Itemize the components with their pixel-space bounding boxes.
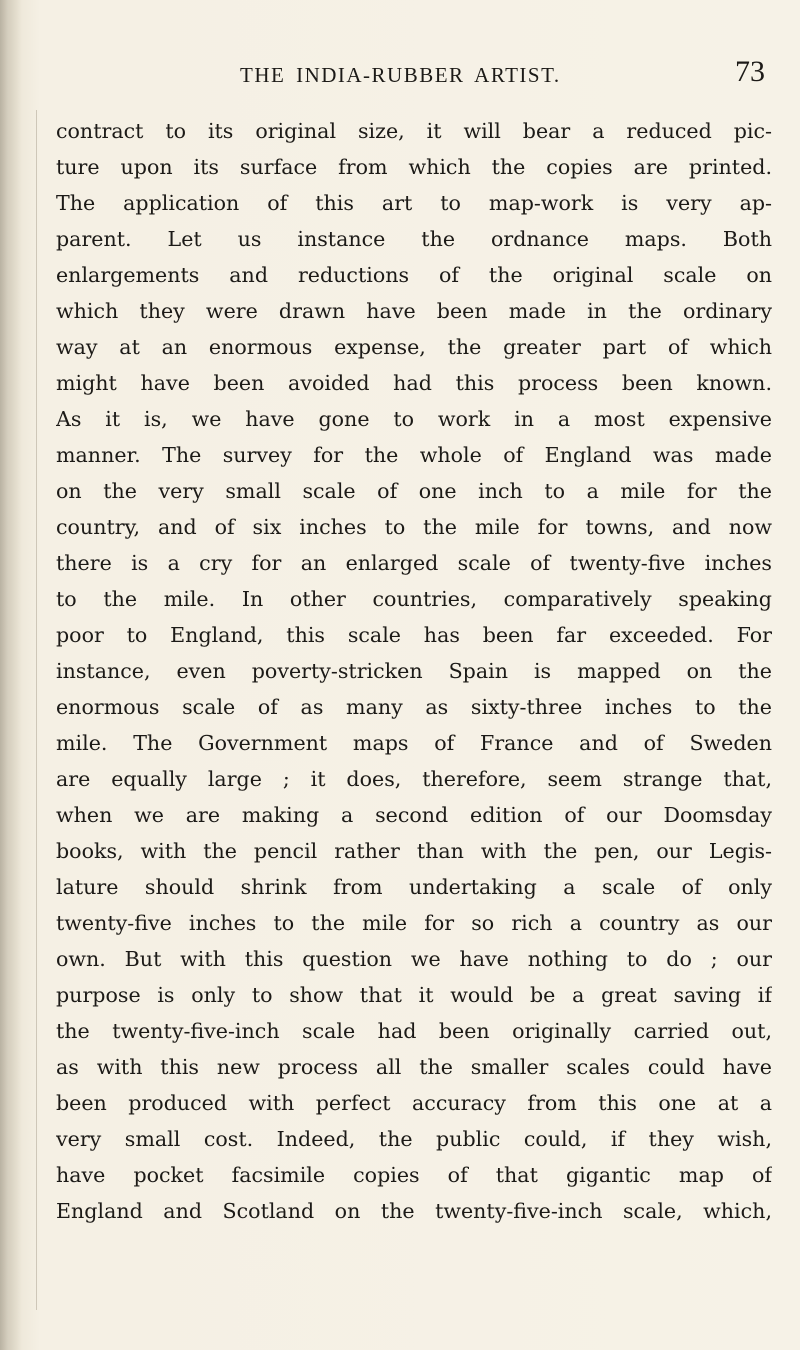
page-gutter xyxy=(0,0,22,1350)
text-line: own. But with this question we have nothing to do ; our xyxy=(56,947,772,971)
page-number: 73 xyxy=(735,55,765,88)
text-line: enormous scale of as many as sixty-three inches to the xyxy=(56,695,772,719)
text-line: might have been avoided had this process been known. xyxy=(56,371,772,395)
body-text xyxy=(56,113,772,1229)
text-line: England and Scotland on the twenty-five-inch scale, which, xyxy=(56,1199,772,1223)
text-line: on the very small scale of one inch to a mile for the xyxy=(56,479,772,503)
text-line: very small cost. Indeed, the public could, if they wish, xyxy=(56,1127,772,1151)
running-head: THE INDIA-RUBBER ARTIST. xyxy=(240,63,561,87)
gutter-shadow-line xyxy=(36,110,37,1310)
text-line: The application of this art to map-work is very ap- xyxy=(56,191,772,215)
text-line: contract to its original size, it will bear a reduced pic- xyxy=(56,119,772,143)
text-line: enlargements and reductions of the original scale on xyxy=(56,263,772,287)
text-line: as with this new process all the smaller scales could have xyxy=(56,1055,772,1079)
text-line: poor to England, this scale has been far exceeded. For xyxy=(56,623,772,647)
text-line: parent. Let us instance the ordnance maps. Both xyxy=(56,227,772,251)
page-header xyxy=(0,55,800,105)
text-line: mile. The Government maps of France and of Sweden xyxy=(56,731,772,755)
text-line: As it is, we have gone to work in a most expensive xyxy=(56,407,772,431)
text-line: ture upon its surface from which the copies are printed. xyxy=(56,155,772,179)
text-line: are equally large ; it does, therefore, seem strange that, xyxy=(56,767,772,791)
text-line: the twenty-five-inch scale had been originally carried out, xyxy=(56,1019,772,1043)
text-line: to the mile. In other countries, comparatively speaking xyxy=(56,587,772,611)
text-line: instance, even poverty-stricken Spain is mapped on the xyxy=(56,659,772,683)
text-line: way at an enormous expense, the greater part of which xyxy=(56,335,772,359)
text-line: twenty-five inches to the mile for so rich a country as our xyxy=(56,911,772,935)
text-line: country, and of six inches to the mile for towns, and now xyxy=(56,515,772,539)
text-line: which they were drawn have been made in the ordinary xyxy=(56,299,772,323)
text-line: manner. The survey for the whole of England was made xyxy=(56,443,772,467)
text-line: lature should shrink from undertaking a scale of only xyxy=(56,875,772,899)
text-line: been produced with perfect accuracy from this one at a xyxy=(56,1091,772,1115)
text-line: have pocket facsimile copies of that gigantic map of xyxy=(56,1163,772,1187)
text-line: when we are making a second edition of our Doomsday xyxy=(56,803,772,827)
text-line: there is a cry for an enlarged scale of twenty-five inches xyxy=(56,551,772,575)
text-line: books, with the pencil rather than with the pen, our Legis- xyxy=(56,839,772,863)
text-line: purpose is only to show that it would be a great saving if xyxy=(56,983,772,1007)
